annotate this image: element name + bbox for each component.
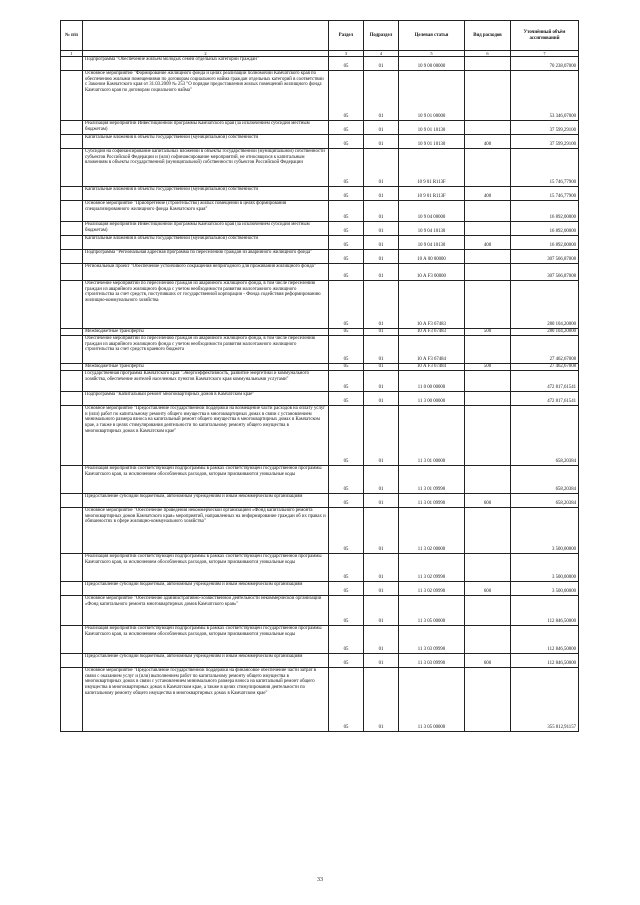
row-target-article-cell: 10 9 04 10130 <box>399 236 465 250</box>
row-target-article-cell: 10 9 04 00000 <box>399 201 465 222</box>
row-podrazdel-cell: 01 <box>364 654 399 668</box>
row-amount-cell: 37 599,29100 <box>511 135 579 149</box>
row-amount-cell: 112 846,50000 <box>511 596 579 626</box>
row-expense-type-cell: 600 <box>465 494 511 508</box>
header-target-article: Целевая статья <box>399 21 465 51</box>
row-podrazdel-cell: 01 <box>364 201 399 222</box>
table-row <box>61 494 579 508</box>
table-row <box>61 508 579 554</box>
row-razdel-cell: 05 <box>329 654 364 668</box>
row-name-cell: Подпрограмма "Капитальный ремонт многоквартирных домов в Камчатском крае" <box>83 392 329 406</box>
row-expense-type-cell: 400 <box>465 236 511 250</box>
table-row <box>61 371 579 392</box>
row-target-article-cell: 10 9 01 R113F <box>399 149 465 187</box>
row-name-cell: Капитальные вложения в объекты государственной (муниципальной) собственности <box>83 135 329 149</box>
row-podrazdel-cell: 01 <box>364 508 399 554</box>
row-number-cell <box>61 336 83 364</box>
row-amount-cell: 37 599,29100 <box>511 121 579 135</box>
row-name-cell: Государственная программа Камчатского края "Энергоэффективность, развитие энергетики и коммунального хозяйства, обеспечение жителей населенных пунктов Камчатского края коммунальными услугами" <box>83 371 329 392</box>
row-expense-type-cell: 500 <box>465 329 511 336</box>
row-number-cell <box>61 508 83 554</box>
row-razdel-cell: 05 <box>329 364 364 371</box>
row-target-article-cell: 10 А F3 67483 <box>399 329 465 336</box>
row-number-cell <box>61 149 83 187</box>
row-number-cell <box>61 626 83 654</box>
header-podrazdel: Подраздел <box>364 21 399 51</box>
budget-table-page <box>60 20 578 732</box>
row-amount-cell: 16 892,00000 <box>511 236 579 250</box>
row-name-cell: Региональный проект "Обеспечение устойчивого сокращения непригодного для проживания жилищного фонда" <box>83 264 329 281</box>
row-razdel-cell: 05 <box>329 264 364 281</box>
budget-table <box>60 20 579 732</box>
table-header-row <box>61 21 579 51</box>
table-row <box>61 626 579 654</box>
row-podrazdel-cell: 01 <box>364 392 399 406</box>
row-target-article-cell: 11 3 01 09990 <box>399 466 465 494</box>
row-target-article-cell: 11 3 00 00000 <box>399 392 465 406</box>
row-number-cell <box>61 121 83 135</box>
row-podrazdel-cell: 01 <box>364 406 399 466</box>
row-expense-type-cell: 600 <box>465 654 511 668</box>
row-razdel-cell: 05 <box>329 494 364 508</box>
row-number-cell <box>61 364 83 371</box>
row-target-article-cell: 11 3 03 09990 <box>399 654 465 668</box>
row-expense-type-cell <box>465 149 511 187</box>
row-amount-cell: 3 500,00000 <box>511 554 579 582</box>
row-podrazdel-cell: 01 <box>364 236 399 250</box>
row-amount-cell: 70 238,07000 <box>511 57 579 71</box>
table-row <box>61 406 579 466</box>
row-name-cell: Основное мероприятие "Обеспечение проведения некоммерческой организацией «Фонд капитального ремонта многоквартирных домов Камчатского края» мероприятий, направленных на информирование граждан об их правах и обязанностях в сфере жилищно-коммунального хозяйства" <box>83 508 329 554</box>
row-podrazdel-cell: 01 <box>364 187 399 201</box>
row-target-article-cell: 11 3 05 00000 <box>399 668 465 732</box>
table-row <box>61 71 579 121</box>
row-name-cell: Предоставление субсидий бюджетным, автономным учреждениям и иным некоммерческим организациям <box>83 654 329 668</box>
row-expense-type-cell <box>465 554 511 582</box>
row-number-cell <box>61 406 83 466</box>
column-index-cell: 1 <box>61 51 83 57</box>
header-expense-type: Вид расходов <box>465 21 511 51</box>
row-amount-cell: 280 104,20000 <box>511 329 579 336</box>
row-number-cell <box>61 250 83 264</box>
row-expense-type-cell <box>465 71 511 121</box>
row-target-article-cell: 10 А F3 00000 <box>399 264 465 281</box>
row-number-cell <box>61 654 83 668</box>
row-target-article-cell: 11 0 00 00000 <box>399 371 465 392</box>
row-expense-type-cell <box>465 201 511 222</box>
row-amount-cell: 472 817,61541 <box>511 392 579 406</box>
row-target-article-cell: 11 3 05 00000 <box>399 596 465 626</box>
table-row <box>61 149 579 187</box>
row-podrazdel-cell: 01 <box>364 582 399 596</box>
row-razdel-cell: 05 <box>329 135 364 149</box>
row-podrazdel-cell: 01 <box>364 626 399 654</box>
row-name-cell: Капитальные вложения в объекты государственной (муниципальной) собственности <box>83 236 329 250</box>
row-podrazdel-cell: 01 <box>364 364 399 371</box>
row-name-cell: Реализация мероприятий соответствующей подпрограммы в рамках соответствующей государственной программы Камчатского края, за исключением обособленных расходов, которым присваиваются уникальные коды <box>83 466 329 494</box>
row-target-article-cell: 10 9 04 10130 <box>399 222 465 236</box>
row-razdel-cell: 05 <box>329 222 364 236</box>
row-target-article-cell: 11 3 02 09990 <box>399 582 465 596</box>
page-number: 33 <box>317 877 323 883</box>
row-target-article-cell: 11 3 02 09990 <box>399 554 465 582</box>
column-index-cell: 5 <box>399 51 465 57</box>
row-number-cell <box>61 201 83 222</box>
row-amount-cell: 658,20384 <box>511 406 579 466</box>
row-number-cell <box>61 187 83 201</box>
row-name-cell: Подпрограмма "Региональная адресная программа по переселению граждан из аварийного жилищного фонда" <box>83 250 329 264</box>
row-podrazdel-cell: 01 <box>364 466 399 494</box>
row-podrazdel-cell: 01 <box>364 135 399 149</box>
table-row <box>61 654 579 668</box>
row-target-article-cell: 10 А 00 00000 <box>399 250 465 264</box>
column-index-cell: 7 <box>511 51 579 57</box>
table-row <box>61 596 579 626</box>
row-razdel-cell: 05 <box>329 406 364 466</box>
table-body <box>61 57 579 732</box>
table-row <box>61 264 579 281</box>
row-amount-cell: 112 846,50000 <box>511 626 579 654</box>
row-name-cell: Предоставление субсидий бюджетным, автономным учреждениям и иным некоммерческим организациям <box>83 582 329 596</box>
row-amount-cell: 15 746,77900 <box>511 149 579 187</box>
row-amount-cell: 307 566,87008 <box>511 264 579 281</box>
row-number-cell <box>61 392 83 406</box>
row-razdel-cell: 05 <box>329 121 364 135</box>
row-name-cell: Основное мероприятие "Приобретение (строительство) жилых помещений в целях формирования специализированного жилищного фонда Камчатского края" <box>83 201 329 222</box>
row-name-cell: Субсидии на софинансирование капитальных вложений в объекты государственной (муниципальной) собственности субъектов Российской Федерации и (или) софинансирование мероприятий, не относящихся к капитальным вложениям в объекты государственной (муниципальной) собственности субъектов Российской Федерации <box>83 149 329 187</box>
row-target-article-cell: 10 А F3 67484 <box>399 336 465 364</box>
row-name-cell: Основное мероприятие "Формирование жилищного фонда и целях реализации полномочий Камчатского края по обеспечению жилыми помещениями по договорам социального найма граждан отдельных категорий в соответствии с Законом Камчатского края от 31.03.2009 № 253 "О порядке предоставления жилых помещений жилищного фонда Камчатского края по договорам социального найма" <box>83 71 329 121</box>
row-number-cell <box>61 466 83 494</box>
row-number-cell <box>61 371 83 392</box>
row-expense-type-cell: 500 <box>465 364 511 371</box>
table-row <box>61 250 579 264</box>
row-razdel-cell: 05 <box>329 71 364 121</box>
row-expense-type-cell <box>465 626 511 654</box>
row-amount-cell: 27 462,67008 <box>511 336 579 364</box>
row-amount-cell: 658,20384 <box>511 494 579 508</box>
table-row <box>61 392 579 406</box>
row-target-article-cell: 10 9 00 00000 <box>399 57 465 71</box>
row-razdel-cell: 05 <box>329 281 364 329</box>
row-expense-type-cell: 400 <box>465 135 511 149</box>
row-amount-cell: 53 346,07000 <box>511 71 579 121</box>
table-row <box>61 121 579 135</box>
row-amount-cell: 112 846,50000 <box>511 654 579 668</box>
header-razdel: Раздел <box>329 21 364 51</box>
row-razdel-cell: 05 <box>329 336 364 364</box>
row-number-cell <box>61 329 83 336</box>
row-razdel-cell: 05 <box>329 201 364 222</box>
row-razdel-cell: 05 <box>329 250 364 264</box>
row-amount-cell: 307 566,87008 <box>511 250 579 264</box>
row-target-article-cell: 11 3 01 00000 <box>399 406 465 466</box>
row-podrazdel-cell: 01 <box>364 336 399 364</box>
header-amount: Уточнённый объём ассигнований <box>511 21 579 51</box>
row-amount-cell: 16 892,00000 <box>511 201 579 222</box>
row-expense-type-cell <box>465 57 511 71</box>
row-number-cell <box>61 135 83 149</box>
row-expense-type-cell <box>465 336 511 364</box>
row-razdel-cell: 05 <box>329 149 364 187</box>
table-row <box>61 336 579 364</box>
row-name-cell: Межбюджетные трансферты <box>83 364 329 371</box>
table-row <box>61 222 579 236</box>
row-number-cell <box>61 57 83 71</box>
row-name-cell: Обеспечение мероприятий по переселению граждан из аварийного жилищного фонда, в том числе переселению граждан из аварийного жилищного фонда с учетом необходимости развития малоэтажного жилищного строительства за счет средств краевого бюджета <box>83 336 329 364</box>
row-podrazdel-cell: 01 <box>364 121 399 135</box>
row-name-cell: Предоставление субсидий бюджетным, автономным учреждениям и иным некоммерческим организациям <box>83 494 329 508</box>
header-name <box>83 21 329 51</box>
row-podrazdel-cell: 01 <box>364 329 399 336</box>
row-podrazdel-cell: 01 <box>364 149 399 187</box>
row-name-cell: Подпрограмма "Обеспечение жильем молодых семей отдельных категорий граждан" <box>83 57 329 71</box>
row-razdel-cell: 05 <box>329 668 364 732</box>
row-expense-type-cell <box>465 508 511 554</box>
row-name-cell: Реализация мероприятий Инвестиционной программы Камчатского края (за исключением субсидий местным бюджетам) <box>83 121 329 135</box>
row-number-cell <box>61 222 83 236</box>
row-number-cell <box>61 596 83 626</box>
row-amount-cell: 27 462,67008 <box>511 364 579 371</box>
row-number-cell <box>61 281 83 329</box>
row-amount-cell: 16 892,00000 <box>511 222 579 236</box>
row-number-cell <box>61 236 83 250</box>
row-target-article-cell: 11 3 01 09990 <box>399 494 465 508</box>
row-name-cell: Капитальные вложения в объекты государственной (муниципальной) собственности <box>83 187 329 201</box>
table-row <box>61 57 579 71</box>
row-podrazdel-cell: 01 <box>364 596 399 626</box>
row-amount-cell: 3 500,00000 <box>511 582 579 596</box>
row-podrazdel-cell: 01 <box>364 494 399 508</box>
row-expense-type-cell <box>465 466 511 494</box>
row-expense-type-cell <box>465 406 511 466</box>
row-podrazdel-cell: 01 <box>364 250 399 264</box>
row-expense-type-cell: 400 <box>465 187 511 201</box>
row-target-article-cell: 10 9 01 00000 <box>399 71 465 121</box>
row-expense-type-cell <box>465 222 511 236</box>
row-expense-type-cell <box>465 281 511 329</box>
table-row <box>61 329 579 336</box>
row-amount-cell: 658,20384 <box>511 466 579 494</box>
table-row <box>61 201 579 222</box>
row-amount-cell: 472 817,61541 <box>511 371 579 392</box>
row-razdel-cell: 05 <box>329 554 364 582</box>
row-name-cell: Основное мероприятие "Обеспечение административно-хозяйственной деятельности некоммерческой организации «Фонд капитального ремонта многоквартирных домов Камчатского края»" <box>83 596 329 626</box>
row-expense-type-cell <box>465 596 511 626</box>
row-name-cell: Реализация мероприятий соответствующей подпрограммы в рамках соответствующей государственной программы Камчатского края, за исключением обособленных расходов, которым присваиваются уникальные коды <box>83 554 329 582</box>
column-index-cell: 3 <box>329 51 364 57</box>
row-expense-type-cell <box>465 668 511 732</box>
row-target-article-cell: 10 9 01 10130 <box>399 121 465 135</box>
row-expense-type-cell <box>465 121 511 135</box>
row-target-article-cell: 10 А F3 67484 <box>399 364 465 371</box>
row-podrazdel-cell: 01 <box>364 281 399 329</box>
row-number-cell <box>61 71 83 121</box>
row-number-cell <box>61 494 83 508</box>
row-amount-cell: 15 746,77900 <box>511 187 579 201</box>
row-target-article-cell: 11 3 02 00000 <box>399 508 465 554</box>
row-podrazdel-cell: 01 <box>364 668 399 732</box>
row-razdel-cell: 05 <box>329 508 364 554</box>
table-row <box>61 281 579 329</box>
row-target-article-cell: 10 9 01 R113F <box>399 187 465 201</box>
table-row <box>61 364 579 371</box>
row-razdel-cell: 05 <box>329 236 364 250</box>
row-name-cell: Межбюджетные трансферты <box>83 329 329 336</box>
table-row <box>61 668 579 732</box>
row-amount-cell: 355 812,91157 <box>511 668 579 732</box>
row-razdel-cell: 05 <box>329 329 364 336</box>
row-podrazdel-cell: 01 <box>364 71 399 121</box>
row-podrazdel-cell: 01 <box>364 264 399 281</box>
row-name-cell: Основное мероприятие "Предоставление государственной поддержки на возмещение части расходов на оплату услуг и (или) работ по капитальному ремонту общего имущества в многоквартирных домах в связи с установлением минимального размера взноса на капитальный ремонт общего имущества в многоквартирных домах в Камчатском крае, а также в целях стимулирования деятельности по капитальному ремонту общего имущества в многоквартирных домах в Камчатском крае" <box>83 406 329 466</box>
table-row <box>61 135 579 149</box>
row-podrazdel-cell: 01 <box>364 554 399 582</box>
row-expense-type-cell <box>465 264 511 281</box>
row-razdel-cell: 05 <box>329 626 364 654</box>
row-name-cell: Реализация мероприятий соответствующей подпрограммы в рамках соответствующей государственной программы Камчатского края, за исключением обособленных расходов, которым присваиваются уникальные коды <box>83 626 329 654</box>
row-number-cell <box>61 264 83 281</box>
row-razdel-cell: 05 <box>329 187 364 201</box>
row-podrazdel-cell: 01 <box>364 222 399 236</box>
row-name-cell: Реализация мероприятий Инвестиционной программы Камчатского края (за исключением субсидий местным бюджетам) <box>83 222 329 236</box>
column-index-cell: 4 <box>364 51 399 57</box>
row-target-article-cell: 10 9 01 10130 <box>399 135 465 149</box>
row-target-article-cell: 10 А F3 67483 <box>399 281 465 329</box>
header-number: № п/п <box>61 21 83 51</box>
row-target-article-cell: 11 3 03 09990 <box>399 626 465 654</box>
row-name-cell: Основное мероприятие "Предоставление государственной поддержки на финансовое обеспечение части затрат в связи с оказанием услуг и (или) выполнением работ по капитальному ремонту общего имущества в многоквартирных домах в связи с установлением минимального размера взноса на капитальный ремонт общего имущества в многоквартирных домах в Камчатском крае, а также в целях стимулирования деятельности по капитальному ремонту общего имущества в многоквартирных домах в Камчатском крае" <box>83 668 329 732</box>
row-razdel-cell: 05 <box>329 392 364 406</box>
row-podrazdel-cell: 01 <box>364 57 399 71</box>
row-amount-cell: 280 104,20000 <box>511 281 579 329</box>
table-row <box>61 582 579 596</box>
row-razdel-cell: 05 <box>329 371 364 392</box>
row-expense-type-cell <box>465 392 511 406</box>
row-razdel-cell: 05 <box>329 466 364 494</box>
row-number-cell <box>61 582 83 596</box>
column-index-cell: 6 <box>465 51 511 57</box>
row-name-cell: Обеспечение мероприятий по переселению граждан из аварийного жилищного фонда, в том числе переселению граждан из аварийного жилищного фонда с учетом необходимости развития малоэтажного жилищного строительства за счет средств, поступивших от государственной корпорации - Фонда содействия реформированию жилищно-коммунального хозяйства <box>83 281 329 329</box>
row-expense-type-cell <box>465 371 511 392</box>
table-row <box>61 187 579 201</box>
row-number-cell <box>61 554 83 582</box>
table-row <box>61 466 579 494</box>
row-razdel-cell: 05 <box>329 57 364 71</box>
row-podrazdel-cell: 01 <box>364 371 399 392</box>
row-razdel-cell: 05 <box>329 582 364 596</box>
row-amount-cell: 3 500,00000 <box>511 508 579 554</box>
table-row <box>61 236 579 250</box>
row-expense-type-cell <box>465 250 511 264</box>
row-razdel-cell: 05 <box>329 596 364 626</box>
row-expense-type-cell: 600 <box>465 582 511 596</box>
column-index-cell: 2 <box>83 51 329 57</box>
table-row <box>61 554 579 582</box>
row-number-cell <box>61 668 83 732</box>
